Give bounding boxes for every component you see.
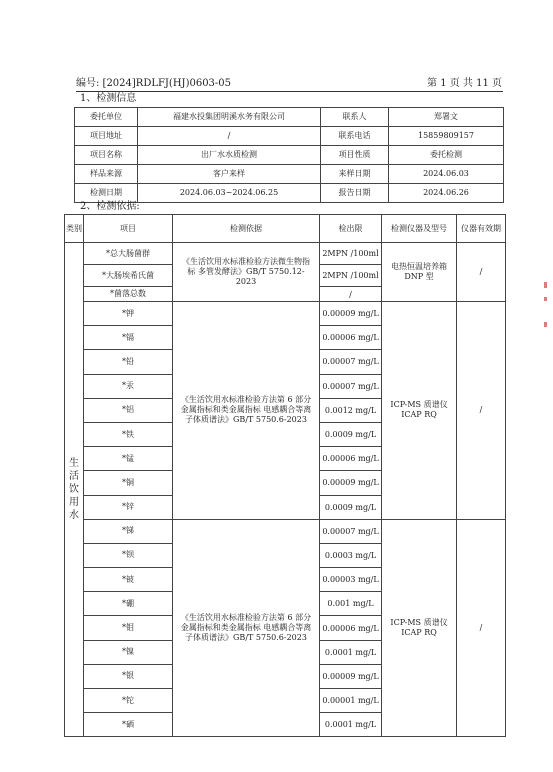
validity-cell: / — [457, 519, 506, 737]
column-header: 检测仪器及型号 — [382, 215, 457, 243]
column-header: 检测依据 — [173, 215, 320, 243]
item-cell: *大肠埃希氏菌 — [84, 265, 173, 287]
info-row — [75, 127, 504, 146]
item-cell: *汞 — [84, 374, 173, 398]
report-header — [76, 78, 502, 90]
info-value: / — [138, 127, 321, 146]
info-label: 委托单位 — [75, 108, 138, 127]
column-header: 仪器有效期 — [457, 215, 506, 243]
column-header: 检出限 — [320, 215, 382, 243]
column-header: 项目 — [84, 215, 173, 243]
basis-table — [64, 214, 506, 737]
info-row — [75, 108, 504, 127]
info-label: 来样日期 — [321, 165, 389, 184]
info-value: 委托检测 — [389, 146, 504, 165]
info-row — [75, 184, 504, 203]
stamp-mark — [544, 297, 547, 301]
detection-limit-cell: / — [320, 287, 382, 302]
info-label: 样品来源 — [75, 165, 138, 184]
detection-limit-cell: 0.00007 mg/L — [320, 374, 382, 398]
section-title-basis: 2、检测依据: — [80, 201, 140, 212]
info-label: 联系人 — [321, 108, 389, 127]
detection-limit-cell: 0.00009 mg/L — [320, 471, 382, 495]
validity-cell: / — [457, 243, 506, 302]
basis-cell: 《生活饮用水标准检验方法第 6 部分 金属指标和类金属指标 电感耦合等离子体质谱法》GB/T 5750.6-2023 — [173, 519, 320, 737]
item-cell: *钾 — [84, 302, 173, 326]
table-row — [65, 519, 506, 543]
instrument-cell: ICP-MS 质谱仪 ICAP RQ — [382, 519, 457, 737]
item-cell: *硒 — [84, 713, 173, 737]
stamp-mark — [544, 282, 547, 288]
detection-limit-cell: 0.0003 mg/L — [320, 543, 382, 567]
info-value: 2024.06.03 — [389, 165, 504, 184]
detection-limit-cell: 0.00009 mg/L — [320, 302, 382, 326]
info-table — [74, 107, 504, 203]
detection-limit-cell: 0.00007 mg/L — [320, 350, 382, 374]
item-cell: *总大肠菌群 — [84, 243, 173, 265]
info-value: 郑署文 — [389, 108, 504, 127]
item-cell: *铍 — [84, 568, 173, 592]
item-cell: *硼 — [84, 592, 173, 616]
basis-cell: 《生活饮用水标准检验方法第 6 部分 金属指标和类金属指标 电感耦合等离子体质谱法》GB/T 5750.6-2023 — [173, 302, 320, 520]
detection-limit-cell: 0.00007 mg/L — [320, 519, 382, 543]
detection-limit-cell: 2MPN /100ml — [320, 265, 382, 287]
item-cell: *铅 — [84, 350, 173, 374]
info-label: 报告日期 — [321, 184, 389, 203]
basis-header-row — [65, 215, 506, 243]
detection-limit-cell: 0.0001 mg/L — [320, 640, 382, 664]
detection-limit-cell: 2MPN /100ml — [320, 243, 382, 265]
item-cell: *钼 — [84, 616, 173, 640]
category-cell: 生活饮用水 — [65, 243, 84, 737]
info-label: 检测日期 — [75, 184, 138, 203]
info-label: 联系电话 — [321, 127, 389, 146]
detection-limit-cell: 0.00006 mg/L — [320, 447, 382, 471]
item-cell: *锌 — [84, 495, 173, 519]
detection-limit-cell: 0.0009 mg/L — [320, 422, 382, 446]
item-cell: *镍 — [84, 640, 173, 664]
validity-cell: / — [457, 302, 506, 520]
basis-cell: 《生活饮用水标准检验方法微生物指标 多管发酵法》GB/T 5750.12-2023 — [173, 243, 320, 302]
item-cell: *锰 — [84, 447, 173, 471]
item-cell: *钡 — [84, 543, 173, 567]
stamp-mark — [544, 322, 547, 327]
item-cell: *镉 — [84, 326, 173, 350]
detection-limit-cell: 0.0001 mg/L — [320, 713, 382, 737]
detection-limit-cell: 0.00003 mg/L — [320, 568, 382, 592]
info-value: 出厂水水质检测 — [138, 146, 321, 165]
report-number: 编号: [2024]RDLFJ(HJ)0603-05 — [76, 78, 232, 89]
info-value: 2024.06.03~2024.06.25 — [138, 184, 321, 203]
info-row — [75, 165, 504, 184]
info-value: 福建水投集团明溪水务有限公司 — [138, 108, 321, 127]
info-value: 15859809157 — [389, 127, 504, 146]
table-row — [65, 302, 506, 326]
info-row — [75, 146, 504, 165]
detection-limit-cell: 0.00006 mg/L — [320, 326, 382, 350]
instrument-cell: ICP-MS 质谱仪 ICAP RQ — [382, 302, 457, 520]
header-divider — [76, 91, 503, 92]
detection-limit-cell: 0.001 mg/L — [320, 592, 382, 616]
item-cell: *铊 — [84, 689, 173, 713]
item-cell: *铁 — [84, 422, 173, 446]
page-indicator: 第 1 页 共 11 页 — [427, 78, 502, 89]
detection-limit-cell: 0.0012 mg/L — [320, 398, 382, 422]
instrument-cell: 电热恒温培养箱 DNP 型 — [382, 243, 457, 302]
item-cell: *铜 — [84, 471, 173, 495]
info-value: 2024.06.26 — [389, 184, 504, 203]
item-cell: *银 — [84, 664, 173, 688]
detection-limit-cell: 0.0009 mg/L — [320, 495, 382, 519]
column-header: 类别 — [65, 215, 84, 243]
item-cell: *菌落总数 — [84, 287, 173, 302]
table-row — [65, 243, 506, 265]
section-title-info: 1、检测信息 — [80, 93, 137, 104]
item-cell: *锑 — [84, 519, 173, 543]
detection-limit-cell: 0.00006 mg/L — [320, 616, 382, 640]
info-label: 项目地址 — [75, 127, 138, 146]
info-value: 客户来样 — [138, 165, 321, 184]
info-label: 项目性质 — [321, 146, 389, 165]
item-cell: *铝 — [84, 398, 173, 422]
detection-limit-cell: 0.00009 mg/L — [320, 664, 382, 688]
info-label: 项目名称 — [75, 146, 138, 165]
detection-limit-cell: 0.00001 mg/L — [320, 689, 382, 713]
